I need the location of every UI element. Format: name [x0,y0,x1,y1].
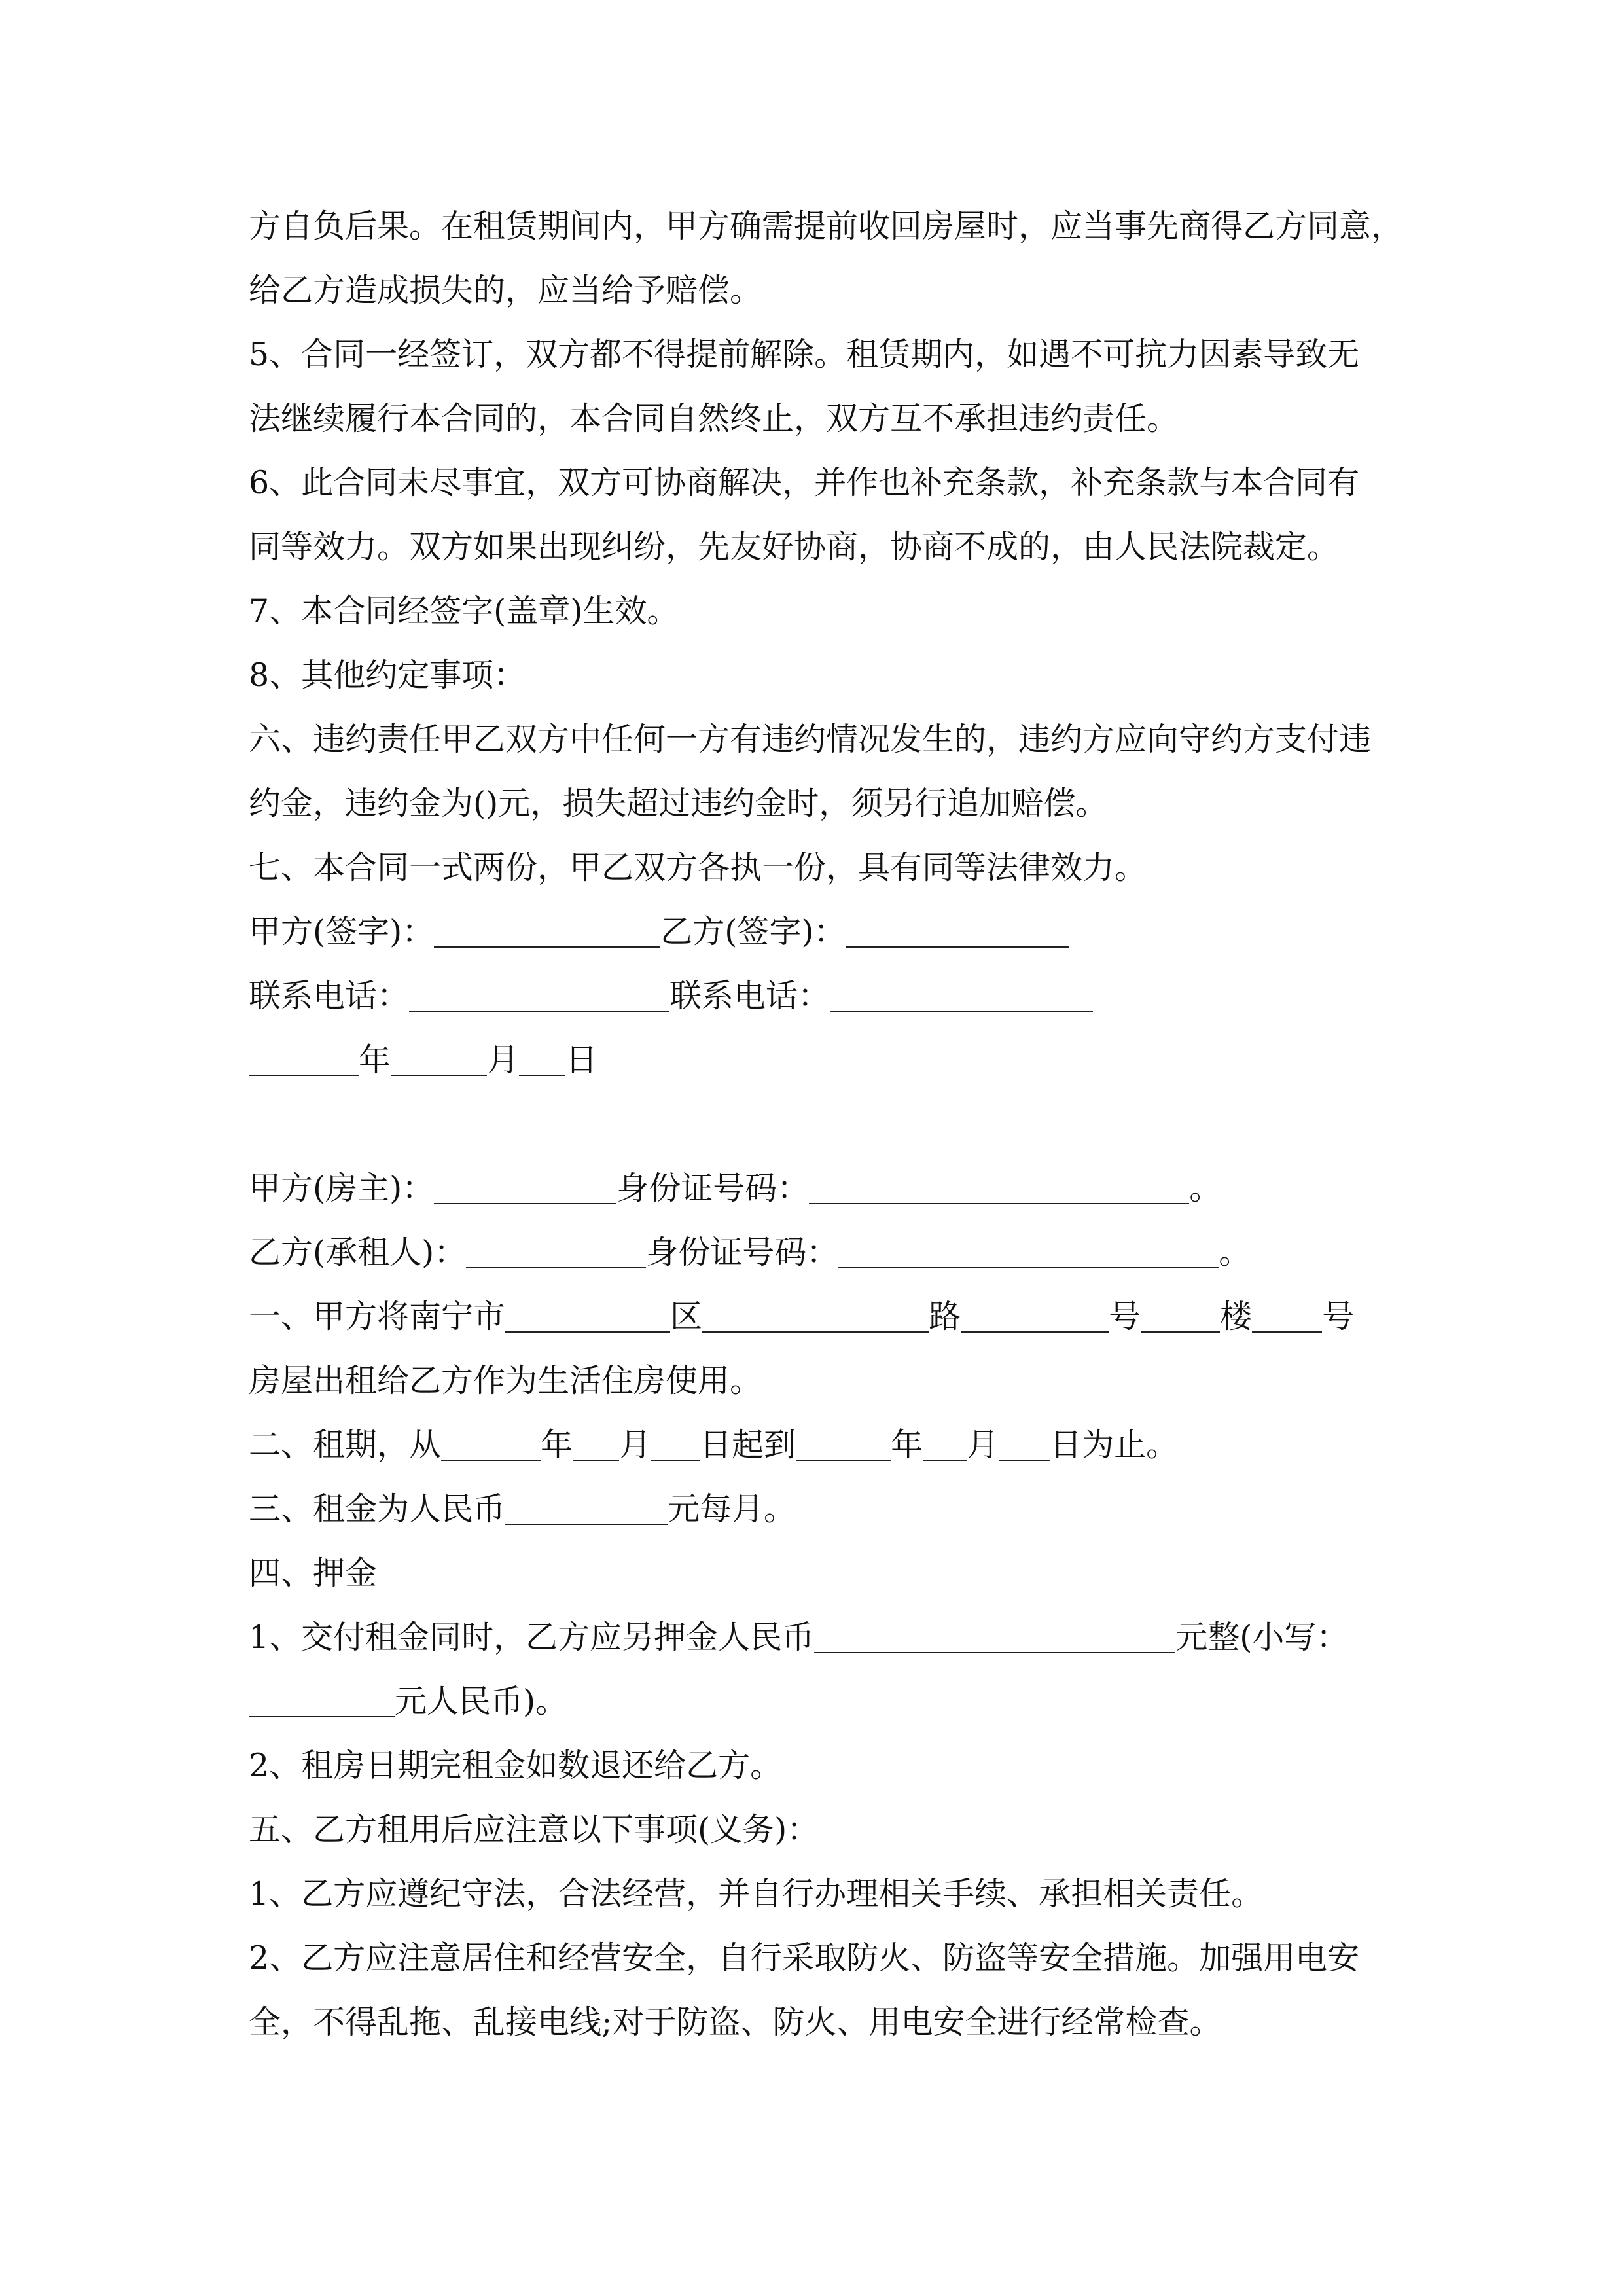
deposit-item-1-intro: 1、交付租金同时，乙方应另押金人民币 [249,1619,815,1656]
road-label: 路 [929,1298,961,1335]
premises-intro: 一、甲方将南宁市 [249,1298,506,1335]
text-line: 同等效力。双方如果出现纠纷，先友好协商，协商不成的，由人民法院裁定。 [249,528,1340,565]
rent-amount-blank [505,1496,668,1525]
section-6-breach: 六、违约责任甲乙双方中任何一方有违约情况发生的，违约方应向守约方支付违 [249,721,1372,758]
tenant-id-label: 身份证号码： [646,1234,839,1271]
year-label: 年 [359,1041,391,1079]
start-year-label: 年 [541,1426,573,1463]
start-month-blank [573,1432,619,1461]
room-blank [1252,1304,1322,1333]
rent-intro: 三、租金为人民币 [249,1490,506,1528]
day-label: 日 [565,1041,598,1079]
text-line: 给乙方造成损失的，应当给予赔偿。 [249,272,762,309]
landlord-id-label: 身份证号码： [616,1170,810,1207]
signature-line [249,900,1466,964]
landlord-id-blank [809,1175,1189,1204]
party-a-sign-label: 甲方(签字)： [249,913,435,950]
rent-line [249,1477,1466,1541]
document-body [249,194,1466,2054]
section-7-copies: 七、本合同一式两份，甲乙双方各执一份，具有同等法律效力。 [249,849,1147,886]
month-label: 月 [487,1041,520,1079]
party-b-sign-label: 乙方(签字)： [660,913,846,950]
day-blank [519,1047,565,1076]
deposit-item-1-cont [249,1670,1466,1734]
term-intro: 二、租期，从 [249,1426,442,1463]
clause-5: 5、合同一经签订，双方都不得提前解除。租赁期内，如遇不可抗力因素导致无 [249,336,1360,373]
end-mark: 。 [1189,1170,1222,1207]
end-month-label: 月 [967,1426,999,1463]
deposit-item-2: 2、租房日期完租金如数退还给乙方。 [249,1747,783,1784]
deposit-item-1-suffix: 元整(小写： [1175,1619,1349,1656]
deposit-item-1-cont-text: 元人民币)。 [395,1683,568,1720]
text-line: 方自负后果。在租赁期间内，甲方确需提前收回房屋时，应当事先商得乙方同意， [249,207,1404,245]
tenant-name-blank [466,1240,646,1268]
number-blank [961,1304,1109,1333]
deposit-heading: 四、押金 [249,1554,378,1592]
building-blank [1141,1304,1220,1333]
end-year-blank [796,1432,891,1461]
month-blank [391,1047,487,1076]
road-blank [702,1304,929,1333]
phone-line [249,964,1466,1028]
clause-7: 7、本合同经签字(盖章)生效。 [249,592,679,630]
end-day-blank [999,1432,1050,1461]
tenant-label: 乙方(承租人)： [249,1234,467,1271]
end-mark: 。 [1219,1234,1251,1271]
premises-use: 房屋出租给乙方作为生活住房使用。 [249,1362,762,1399]
deposit-lower-blank [249,1689,395,1717]
phone-b-blank [830,983,1093,1012]
text-line: 法继续履行本合同的，本合同自然终止，双方互不承担违约责任。 [249,400,1179,437]
number-label: 号 [1109,1298,1141,1335]
start-day-label: 日起到 [700,1426,796,1463]
landlord-label: 甲方(房主)： [249,1170,435,1207]
start-year-blank [441,1432,541,1461]
building-label: 楼 [1220,1298,1253,1335]
landlord-line [249,1157,1466,1221]
date-line [249,1028,1466,1092]
start-day-blank [651,1432,700,1461]
tenant-id-blank [838,1240,1219,1268]
party-a-sign-blank [434,919,660,948]
end-year-label: 年 [891,1426,923,1463]
phone-a-blank [409,983,669,1012]
phone-a-label: 联系电话： [249,977,410,1014]
start-month-label: 月 [619,1426,652,1463]
clause-6: 6、此合同未尽事宜，双方可协商解决，并作也补充条款，补充条款与本合同有 [249,464,1360,501]
end-month-blank [923,1432,967,1461]
deposit-amount-blank [814,1624,1175,1653]
deposit-item-1 [249,1605,1466,1670]
premises-line [249,1285,1466,1349]
tenant-line [249,1221,1466,1285]
spacer-line [249,1092,1466,1157]
party-b-sign-blank [846,919,1069,948]
obligation-item-2: 2、乙方应注意居住和经营安全，自行采取防火、防盗等安全措施。加强用电安 [249,1939,1360,1977]
landlord-name-blank [434,1175,616,1204]
obligations-heading: 五、乙方租用后应注意以下事项(义务)： [249,1811,819,1848]
text-line: 约金，违约金为()元，损失超过违约金时，须另行追加赔偿。 [249,785,1108,822]
year-blank [249,1047,359,1076]
phone-b-label: 联系电话： [669,977,830,1014]
obligation-item-1: 1、乙方应遵纪守法，合法经营，并自行办理相关手续、承担相关责任。 [249,1875,1264,1912]
end-day-label: 日为止。 [1050,1426,1179,1463]
district-blank [505,1304,670,1333]
rent-suffix: 元每月。 [668,1490,796,1528]
district-label: 区 [670,1298,703,1335]
text-line: 全，不得乱拖、乱接电线;对于防盗、防火、用电安全进行经常检查。 [249,2003,1222,2041]
term-line [249,1413,1466,1477]
clause-8: 8、其他约定事项： [249,656,526,694]
room-label: 号 [1322,1298,1355,1335]
